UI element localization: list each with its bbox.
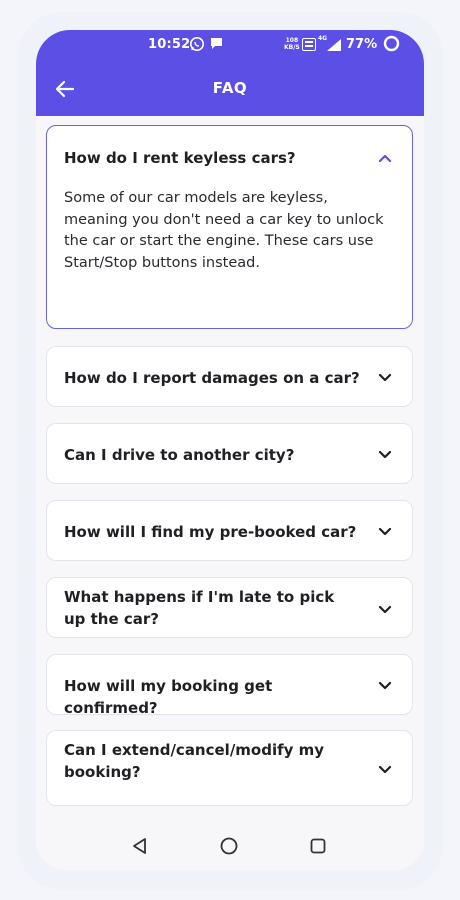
faq-list[interactable] <box>36 116 424 822</box>
network-speed-indicator <box>284 37 300 51</box>
faq-answer: Some of our car models are keyless, meaning you don't need a car key to unlock the car or start the engine. These cars use Start/Stop buttons instead. <box>64 190 384 271</box>
faq-question[interactable]: How will my booking get confirmed? <box>64 677 273 717</box>
faq-item[interactable] <box>46 423 413 484</box>
nav-home-icon[interactable] <box>219 836 239 856</box>
faq-question[interactable]: Can I extend/cancel/modify my booking? <box>64 741 325 781</box>
chevron-up-icon[interactable] <box>378 150 392 164</box>
whatsapp-icon <box>189 36 205 56</box>
phone-screen <box>36 30 424 870</box>
faq-item[interactable] <box>46 125 413 329</box>
chevron-down-icon[interactable] <box>378 678 392 692</box>
nav-back-icon[interactable] <box>130 836 150 856</box>
faq-question[interactable]: What happens if I'm late to pick up the car? <box>64 588 335 628</box>
volte-icon <box>302 38 316 55</box>
network-type: 4G <box>318 35 328 42</box>
chevron-down-icon[interactable] <box>378 524 392 538</box>
faq-question[interactable]: How will I find my pre-booked car? <box>64 523 357 541</box>
chevron-down-icon[interactable] <box>378 762 392 776</box>
faq-question[interactable]: How do I report damages on a car? <box>64 369 360 387</box>
net-speed-value: 108 <box>285 37 299 44</box>
chevron-down-icon[interactable] <box>378 602 392 616</box>
faq-question[interactable]: Can I drive to another city? <box>64 446 295 464</box>
net-speed-unit: KB/S <box>284 44 300 51</box>
battery-percent: 77% <box>346 37 378 52</box>
chevron-down-icon[interactable] <box>378 447 392 461</box>
faq-item[interactable] <box>46 654 413 715</box>
status-bar <box>36 30 424 60</box>
faq-item[interactable] <box>46 500 413 561</box>
faq-item[interactable] <box>46 577 413 638</box>
system-nav-bar <box>36 822 424 870</box>
chat-icon <box>209 36 224 55</box>
app-bar <box>36 60 424 116</box>
status-time: 10:52 <box>148 37 191 52</box>
faq-question[interactable]: How do I rent keyless cars? <box>64 149 296 167</box>
page-title: FAQ <box>212 79 248 97</box>
faq-item[interactable] <box>46 730 413 806</box>
nav-recents-icon[interactable] <box>308 836 328 856</box>
signal-icon <box>326 38 342 56</box>
battery-icon <box>383 35 400 56</box>
faq-item[interactable] <box>46 346 413 407</box>
chevron-down-icon[interactable] <box>378 370 392 384</box>
